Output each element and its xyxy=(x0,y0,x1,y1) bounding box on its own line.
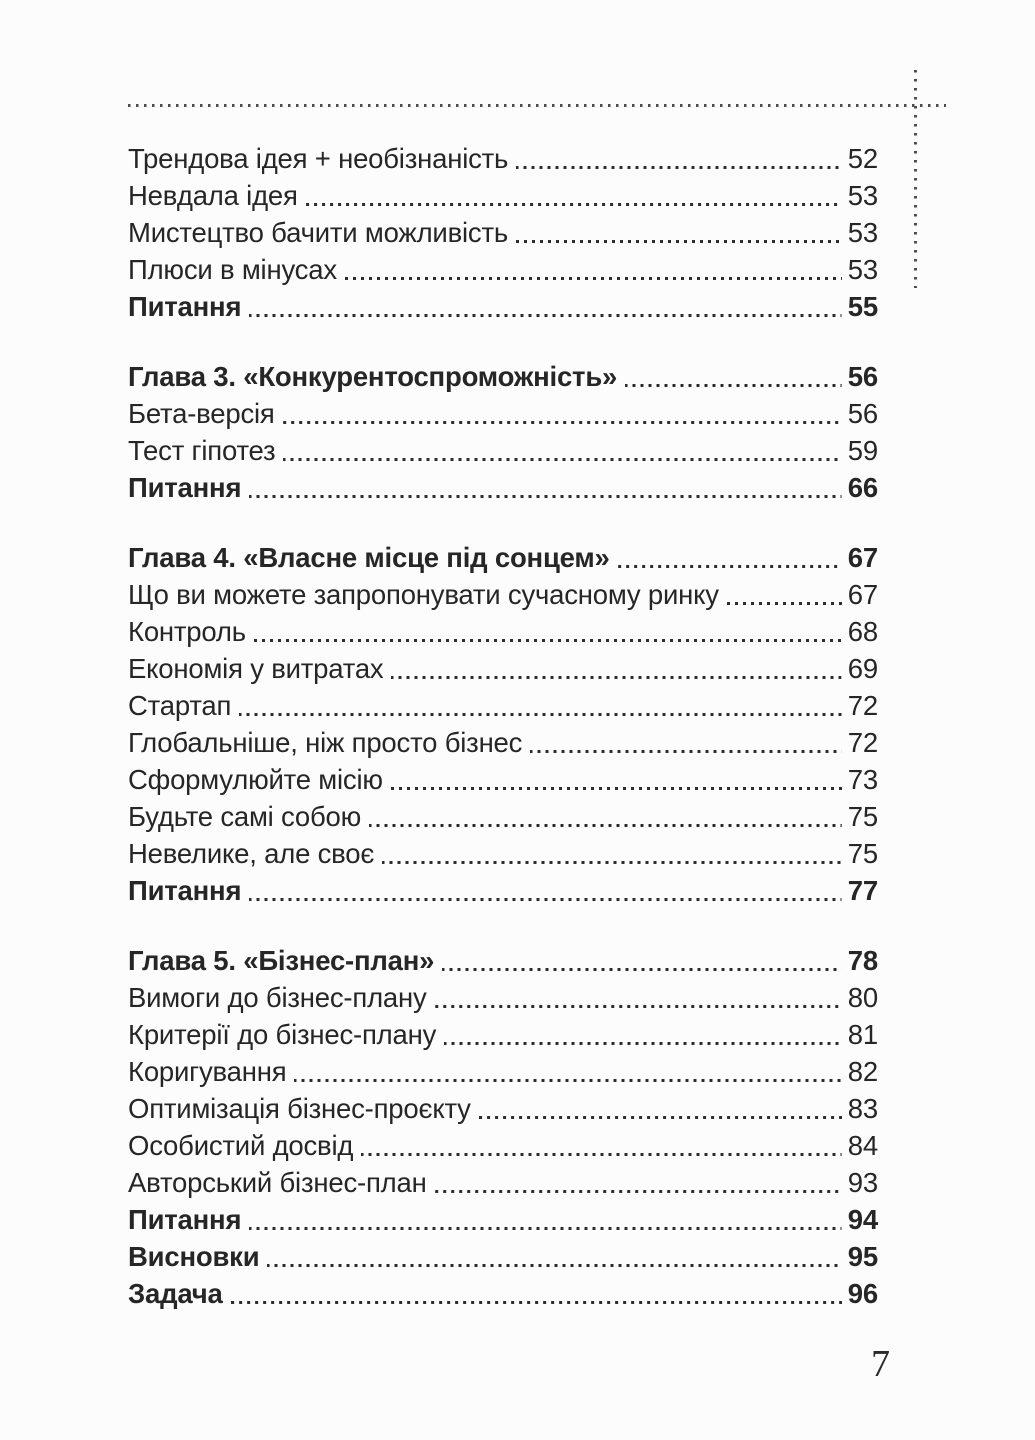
toc-entry xyxy=(128,761,878,798)
toc-entry-label: Трендова ідея + необізнаність xyxy=(128,143,509,174)
toc-entry-page: 69 xyxy=(847,653,878,684)
toc-entry-label: Вимоги до бізнес-плану xyxy=(128,982,427,1013)
toc-entry xyxy=(128,1238,878,1275)
dot-leader xyxy=(727,602,842,605)
toc-section xyxy=(128,140,878,325)
dot-leader xyxy=(369,824,842,827)
dot-leader xyxy=(231,1301,842,1304)
toc-entry xyxy=(128,1016,878,1053)
toc-entry xyxy=(128,432,878,469)
toc-entry xyxy=(128,1275,878,1312)
dot-leader xyxy=(249,495,841,498)
dot-leader xyxy=(435,1190,842,1193)
dot-leader xyxy=(530,750,842,753)
toc-entry-label: Питання xyxy=(128,472,242,503)
toc-entry-page: 73 xyxy=(847,764,878,795)
toc-entry-page: 82 xyxy=(847,1056,878,1087)
toc-entry xyxy=(128,613,878,650)
toc-entry-page: 93 xyxy=(847,1167,878,1198)
toc-entry xyxy=(128,395,878,432)
dot-leader xyxy=(625,384,842,387)
toc-entry-page: 55 xyxy=(847,291,878,322)
toc-entry-label: Глава 3. «Конкурентоспроможність» xyxy=(128,361,618,392)
toc-entry-label: Сформулюйте місію xyxy=(128,764,383,795)
toc-entry xyxy=(128,1053,878,1090)
toc-entry-label: Критерії до бізнес-плану xyxy=(128,1019,437,1050)
dot-leader xyxy=(294,1079,841,1082)
toc-entry-page: 67 xyxy=(847,579,878,610)
toc-entry-page: 53 xyxy=(847,217,878,248)
toc-entry xyxy=(128,1164,878,1201)
dot-leader xyxy=(382,861,842,864)
toc-entry-label: Бета-версія xyxy=(128,398,275,429)
toc-entry xyxy=(128,1201,878,1238)
dot-leader xyxy=(391,787,842,790)
toc-entry-label: Особистий досвід xyxy=(128,1130,354,1161)
toc-entry-page: 59 xyxy=(847,435,878,466)
toc-entry xyxy=(128,1090,878,1127)
toc-entry-page: 95 xyxy=(847,1241,878,1272)
toc-section xyxy=(128,358,878,506)
toc-entry xyxy=(128,288,878,325)
toc-entry-label: Контроль xyxy=(128,616,246,647)
toc-entry-label: Питання xyxy=(128,291,242,322)
toc-entry xyxy=(128,140,878,177)
toc-entry-page: 84 xyxy=(847,1130,878,1161)
toc-entry-page: 68 xyxy=(847,616,878,647)
dot-leader xyxy=(345,277,842,280)
toc-entry xyxy=(128,539,878,576)
crop-mark-vertical xyxy=(914,70,917,288)
toc-entry-page: 80 xyxy=(847,982,878,1013)
toc-entry-page: 52 xyxy=(847,143,878,174)
toc-entry-label: Глава 5. «Бізнес-план» xyxy=(128,945,435,976)
dot-leader xyxy=(254,639,842,642)
toc-entry-page: 77 xyxy=(847,875,878,906)
toc-entry-page: 78 xyxy=(847,945,878,976)
toc-entry-label: Невелике, але своє xyxy=(128,838,375,869)
toc-entry-page: 56 xyxy=(847,398,878,429)
toc-entry-label: Плюси в мінусах xyxy=(128,254,337,285)
dot-leader xyxy=(444,1042,842,1045)
toc-entry xyxy=(128,650,878,687)
toc-entry xyxy=(128,687,878,724)
dot-leader xyxy=(239,713,842,716)
toc-entry-page: 56 xyxy=(847,361,878,392)
dot-leader xyxy=(435,1005,842,1008)
toc-section xyxy=(128,539,878,909)
toc-entry-page: 53 xyxy=(847,254,878,285)
toc-entry xyxy=(128,214,878,251)
dot-leader xyxy=(283,458,841,461)
dot-leader xyxy=(249,898,841,901)
dot-leader xyxy=(516,240,842,243)
crop-mark-horizontal xyxy=(128,104,946,107)
toc-entry-label: Мистецтво бачити можливість xyxy=(128,217,508,248)
toc-entry xyxy=(128,576,878,613)
toc-entry-page: 75 xyxy=(847,838,878,869)
toc-entry-label: Висновки xyxy=(128,1241,260,1272)
toc-entry-label: Що ви можете запропонувати сучасному ринку xyxy=(128,579,719,610)
toc-entry xyxy=(128,469,878,506)
dot-leader xyxy=(249,314,841,317)
page-number: 7 xyxy=(871,1343,890,1385)
toc-entry-label: Стартап xyxy=(128,690,232,721)
toc-entry-page: 75 xyxy=(847,801,878,832)
dot-leader xyxy=(618,565,842,568)
toc-entry xyxy=(128,872,878,909)
toc-entry xyxy=(128,1127,878,1164)
toc-entry-page: 94 xyxy=(847,1204,878,1235)
toc xyxy=(128,140,878,1312)
toc-entry-page: 96 xyxy=(847,1278,878,1309)
toc-section xyxy=(128,942,878,1312)
toc-entry-page: 53 xyxy=(847,180,878,211)
dot-leader xyxy=(306,203,842,206)
toc-entry-label: Глобальніше, ніж просто бізнес xyxy=(128,727,523,758)
toc-entry-label: Оптимізація бізнес-проєкту xyxy=(128,1093,471,1124)
toc-entry-page: 83 xyxy=(847,1093,878,1124)
toc-entry-page: 72 xyxy=(847,690,878,721)
toc-entry-label: Питання xyxy=(128,875,242,906)
toc-entry-label: Задача xyxy=(128,1278,223,1309)
toc-entry-label: Авторський бізнес-план xyxy=(128,1167,427,1198)
dot-leader xyxy=(516,166,842,169)
toc-entry-label: Тест гіпотез xyxy=(128,435,276,466)
toc-entry-page: 72 xyxy=(847,727,878,758)
toc-entry xyxy=(128,177,878,214)
toc-entry xyxy=(128,942,878,979)
toc-entry-page: 66 xyxy=(847,472,878,503)
toc-entry xyxy=(128,251,878,288)
toc-entry-page: 81 xyxy=(847,1019,878,1050)
dot-leader xyxy=(283,421,842,424)
dot-leader xyxy=(249,1227,841,1230)
toc-entry xyxy=(128,979,878,1016)
dot-leader xyxy=(391,676,841,679)
toc-entry-label: Питання xyxy=(128,1204,242,1235)
dot-leader xyxy=(361,1153,842,1156)
dot-leader xyxy=(442,968,842,971)
toc-entry-label: Будьте самі собою xyxy=(128,801,362,832)
toc-entry-label: Невдала ідея xyxy=(128,180,298,211)
dot-leader xyxy=(479,1116,842,1119)
toc-entry-label: Економія у витратах xyxy=(128,653,384,684)
toc-entry-label: Коригування xyxy=(128,1056,287,1087)
toc-entry xyxy=(128,798,878,835)
toc-entry xyxy=(128,724,878,761)
toc-entry xyxy=(128,835,878,872)
toc-entry xyxy=(128,358,878,395)
toc-entry-label: Глава 4. «Власне місце під сонцем» xyxy=(128,542,610,573)
toc-entry-page: 67 xyxy=(847,542,878,573)
dot-leader xyxy=(267,1264,841,1267)
